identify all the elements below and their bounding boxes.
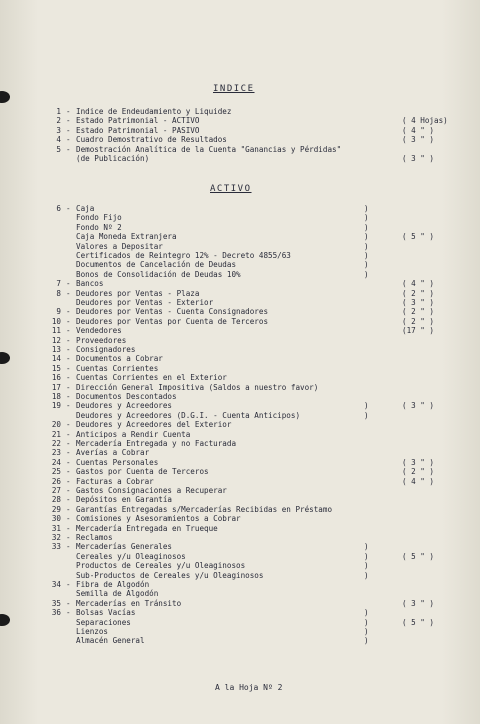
activo-row-text: Mercadería Entregada en Trueque	[76, 523, 218, 533]
activo-row-text: Fondo Nº 2	[76, 222, 122, 232]
activo-row	[0, 317, 480, 326]
activo-row-quantity: ( 2 " )	[402, 316, 435, 326]
activo-row-bracket: )	[364, 213, 369, 223]
activo-row-text: Semilla de Algodón	[76, 589, 159, 599]
activo-row-number: 7	[56, 279, 61, 289]
activo-row	[0, 458, 480, 467]
activo-row-number: 34	[51, 580, 61, 589]
indice-row	[0, 126, 480, 135]
activo-row	[0, 589, 480, 598]
activo-row-dash: -	[66, 598, 71, 608]
activo-row-quantity: ( 3 " )	[402, 598, 435, 608]
indice-row	[0, 145, 480, 154]
activo-row-text: Mercaderías en Tránsito	[76, 598, 182, 608]
activo-row-text: Depósitos en Garantía	[76, 495, 173, 505]
indice-row-dash: -	[66, 116, 71, 126]
activo-row-dash: -	[66, 542, 71, 552]
activo-row-bracket: )	[364, 551, 369, 561]
activo-row	[0, 495, 480, 504]
activo-row-dash: -	[66, 420, 71, 430]
activo-row-quantity: ( 2 " )	[402, 307, 435, 317]
indice-row-number: 1	[56, 107, 61, 116]
activo-row-dash: -	[66, 307, 71, 317]
activo-row-text: Bonos de Consolidación de Deudas 10%	[76, 269, 241, 279]
activo-row	[0, 542, 480, 551]
activo-row	[0, 627, 480, 636]
indice-row	[0, 107, 480, 116]
activo-row-dash: -	[66, 279, 71, 289]
activo-row-dash: -	[66, 448, 71, 458]
activo-row	[0, 289, 480, 298]
activo-row-number: 11	[51, 326, 61, 336]
activo-row-number: 15	[51, 363, 61, 373]
activo-row-text: Fibra de Algodón	[76, 580, 150, 589]
page-footer: A la Hoja Nº 2	[215, 683, 283, 692]
indice-row-text: Cuadro Demostrativo de Resultados	[76, 135, 227, 145]
activo-row-dash: -	[66, 504, 71, 514]
activo-row-quantity: ( 3 " )	[402, 401, 435, 411]
activo-row	[0, 430, 480, 439]
activo-row-dash: -	[66, 533, 71, 542]
activo-row-text: Deudores por Ventas por Cuenta de Terceros	[76, 316, 269, 326]
activo-row-quantity: ( 4 " )	[402, 279, 435, 289]
activo-row-bracket: )	[364, 251, 369, 260]
activo-row	[0, 608, 480, 617]
activo-row	[0, 270, 480, 279]
activo-row	[0, 514, 480, 523]
activo-row-number: 8	[56, 288, 61, 298]
activo-row-dash: -	[66, 204, 71, 213]
activo-row-text: Dirección General Impositiva (Saldos a nuestro favor)	[76, 382, 319, 392]
activo-row	[0, 242, 480, 251]
activo-row-number: 30	[51, 514, 61, 524]
activo-row-dash: -	[66, 345, 71, 354]
activo-row-number: 21	[51, 429, 61, 439]
activo-row-text: Cereales y/u Oleaginosos	[76, 551, 186, 561]
activo-row-text: Vendedores	[76, 326, 122, 336]
activo-row	[0, 448, 480, 457]
indice-row-quantity: ( 3 " )	[402, 135, 435, 145]
activo-row	[0, 223, 480, 232]
indice-row-quantity: ( 3 " )	[402, 154, 435, 163]
activo-row-text: Documentos Descontados	[76, 392, 177, 401]
activo-row-text: Averías a Cobrar	[76, 448, 150, 458]
activo-row-bracket: )	[364, 542, 369, 552]
activo-row-dash: -	[66, 335, 71, 345]
indice-row-dash: -	[66, 144, 71, 154]
activo-row-number: 36	[51, 608, 61, 618]
activo-row	[0, 552, 480, 561]
activo-row-text: Garantías Entregadas s/Mercaderías Recibidas en Préstamo	[76, 504, 333, 514]
activo-row	[0, 260, 480, 269]
indice-row-quantity: ( 4 " )	[402, 125, 435, 135]
activo-row-text: Caja	[76, 204, 95, 213]
activo-row-number: 31	[51, 523, 61, 533]
activo-row-number: 23	[51, 448, 61, 458]
activo-row-number: 25	[51, 467, 61, 477]
activo-row-text: Almacén General	[76, 636, 145, 646]
activo-row-dash: -	[66, 382, 71, 392]
activo-row-number: 33	[51, 542, 61, 552]
activo-row-bracket: )	[364, 241, 369, 251]
activo-row-text: Facturas a Cobrar	[76, 476, 154, 486]
activo-row-text: Deudores y Acreedores del Exterior	[76, 420, 232, 430]
activo-row-text: Gastos por Cuenta de Terceros	[76, 467, 209, 477]
activo-title: ACTIVO	[210, 184, 252, 194]
activo-row-quantity: ( 4 " )	[402, 476, 435, 486]
activo-row-quantity: ( 3 " )	[402, 298, 435, 307]
indice-row-dash: -	[66, 107, 71, 116]
activo-row-text: Proveedores	[76, 335, 127, 345]
activo-row-text: Productos de Cereales y/u Oleaginosos	[76, 561, 246, 571]
activo-row-text: Deudores y Acreedores	[76, 401, 173, 411]
activo-row-text: Documentos a Cobrar	[76, 354, 163, 364]
activo-row-dash: -	[66, 316, 71, 326]
activo-row	[0, 401, 480, 410]
activo-row-text: Anticipos a Rendir Cuenta	[76, 429, 191, 439]
activo-row	[0, 636, 480, 645]
activo-row	[0, 204, 480, 213]
activo-row-bracket: )	[364, 636, 369, 646]
activo-row	[0, 505, 480, 514]
activo-row-text: Valores a Depositar	[76, 241, 163, 251]
activo-row-dash: -	[66, 288, 71, 298]
indice-row-number: 2	[56, 116, 61, 126]
activo-row-text: Mercaderías Generales	[76, 542, 173, 552]
activo-row	[0, 383, 480, 392]
indice-row-dash: -	[66, 135, 71, 145]
activo-row-number: 35	[51, 598, 61, 608]
indice-row-text: Demostración Analítica de la Cuenta "Ganancias y Pérdidas"	[76, 144, 342, 154]
activo-row-dash: -	[66, 467, 71, 477]
activo-row-text: Deudores por Ventas - Exterior	[76, 298, 214, 307]
activo-row-bracket: )	[364, 204, 369, 213]
activo-row	[0, 279, 480, 288]
activo-row-quantity: ( 5 " )	[402, 617, 435, 627]
activo-row-number: 17	[51, 382, 61, 392]
activo-row-text: Cuentas Corrientes en el Exterior	[76, 373, 227, 383]
activo-row-text: Cuentas Personales	[76, 457, 159, 467]
activo-row	[0, 373, 480, 382]
activo-row-quantity: ( 2 " )	[402, 288, 435, 298]
activo-row-number: 12	[51, 335, 61, 345]
activo-row-number: 10	[51, 316, 61, 326]
activo-row-text: Deudores por Ventas - Cuenta Consignadores	[76, 307, 269, 317]
activo-row-bracket: )	[364, 627, 369, 636]
activo-row-number: 16	[51, 373, 61, 383]
activo-row-text: Gastos Consignaciones a Recuperar	[76, 486, 227, 495]
activo-row	[0, 571, 480, 580]
activo-row-number: 18	[51, 392, 61, 401]
activo-row	[0, 307, 480, 316]
indice-row-text: Estado Patrimonial - PASIVO	[76, 125, 200, 135]
activo-row-quantity: ( 5 " )	[402, 551, 435, 561]
activo-row-number: 19	[51, 401, 61, 411]
activo-row	[0, 618, 480, 627]
activo-row-dash: -	[66, 401, 71, 411]
indice-row-text: Estado Patrimonial - ACTIVO	[76, 116, 200, 126]
activo-row-dash: -	[66, 514, 71, 524]
activo-row-text: Caja Moneda Extranjera	[76, 232, 177, 242]
activo-row-text: Separaciones	[76, 617, 131, 627]
activo-row-dash: -	[66, 495, 71, 505]
activo-row	[0, 411, 480, 420]
activo-row	[0, 364, 480, 373]
activo-row-text: Deudores y Acreedores (D.G.I. - Cuenta Anticipos)	[76, 410, 301, 420]
activo-row	[0, 251, 480, 260]
activo-row-dash: -	[66, 326, 71, 336]
activo-row-bracket: )	[364, 260, 369, 270]
activo-row	[0, 345, 480, 354]
activo-row-bracket: )	[364, 222, 369, 232]
activo-row	[0, 439, 480, 448]
activo-row-number: 26	[51, 476, 61, 486]
activo-row-text: Bolsas Vacías	[76, 608, 136, 618]
activo-row-text: Deudores por Ventas - Plaza	[76, 288, 200, 298]
activo-row-text: Lienzos	[76, 627, 109, 636]
activo-row-dash: -	[66, 457, 71, 467]
activo-row	[0, 326, 480, 335]
indice-row-number: 4	[56, 135, 61, 145]
activo-row-text: Fondo Fijo	[76, 213, 122, 223]
activo-row-number: 6	[56, 204, 61, 213]
activo-row-number: 24	[51, 457, 61, 467]
activo-row-dash: -	[66, 354, 71, 364]
indice-row-number: 3	[56, 125, 61, 135]
indice-row	[0, 135, 480, 144]
activo-row-bracket: )	[364, 561, 369, 571]
activo-row	[0, 298, 480, 307]
activo-row-number: 22	[51, 439, 61, 448]
activo-row-quantity: ( 2 " )	[402, 467, 435, 477]
activo-row-number: 27	[51, 486, 61, 495]
activo-row-dash: -	[66, 608, 71, 618]
activo-row-dash: -	[66, 439, 71, 448]
activo-row	[0, 354, 480, 363]
activo-row	[0, 336, 480, 345]
activo-row-number: 13	[51, 345, 61, 354]
activo-row	[0, 524, 480, 533]
activo-row-text: Reclamos	[76, 533, 113, 542]
indice-row-quantity: ( 4 Hojas)	[402, 116, 448, 126]
activo-row	[0, 533, 480, 542]
activo-row-text: Certificados de Reintegro 12% - Decreto 4855/63	[76, 251, 291, 260]
activo-row-number: 14	[51, 354, 61, 364]
activo-row	[0, 392, 480, 401]
activo-row-number: 9	[56, 307, 61, 317]
activo-row-dash: -	[66, 429, 71, 439]
activo-row-text: Comisiones y Asesoramientos a Cobrar	[76, 514, 241, 524]
activo-row-text: Documentos de Cancelación de Deudas	[76, 260, 237, 270]
activo-row-quantity: ( 3 " )	[402, 457, 435, 467]
activo-row-bracket: )	[364, 232, 369, 242]
activo-row-bracket: )	[364, 617, 369, 627]
indice-title: INDICE	[213, 84, 255, 94]
activo-row-bracket: )	[364, 410, 369, 420]
activo-row	[0, 599, 480, 608]
activo-row-dash: -	[66, 523, 71, 533]
activo-row-text: Consignadores	[76, 345, 136, 354]
activo-row-quantity: (17 " )	[402, 326, 435, 336]
activo-row	[0, 477, 480, 486]
indice-row-text: (de Publicación)	[76, 154, 150, 163]
activo-row-text: Cuentas Corrientes	[76, 363, 159, 373]
activo-row-bracket: )	[364, 401, 369, 411]
activo-row-dash: -	[66, 392, 71, 401]
indice-row-number: 5	[56, 144, 61, 154]
activo-row-bracket: )	[364, 269, 369, 279]
activo-row-dash: -	[66, 363, 71, 373]
indice-row	[0, 154, 480, 163]
activo-row-quantity: ( 5 " )	[402, 232, 435, 242]
activo-row-text: Sub-Productos de Cereales y/u Oleaginosos	[76, 570, 264, 580]
activo-row	[0, 420, 480, 429]
binder-hole-top	[0, 91, 10, 103]
activo-row-number: 32	[51, 533, 61, 542]
activo-row	[0, 561, 480, 570]
activo-row	[0, 486, 480, 495]
activo-row-bracket: )	[364, 608, 369, 618]
activo-row-number: 28	[51, 495, 61, 505]
activo-row-dash: -	[66, 373, 71, 383]
activo-row	[0, 213, 480, 222]
indice-row-text: Indice de Endeudamiento y Liquidez	[76, 107, 232, 116]
activo-row	[0, 580, 480, 589]
activo-row-text: Mercadería Entregada y no Facturada	[76, 439, 237, 448]
activo-row-dash: -	[66, 486, 71, 495]
activo-row-dash: -	[66, 476, 71, 486]
activo-row	[0, 232, 480, 241]
indice-row-dash: -	[66, 125, 71, 135]
activo-row-dash: -	[66, 580, 71, 589]
activo-row-bracket: )	[364, 570, 369, 580]
indice-row	[0, 116, 480, 125]
activo-row-number: 20	[51, 420, 61, 430]
activo-row-number: 29	[51, 504, 61, 514]
activo-row-text: Bancos	[76, 279, 104, 289]
activo-row	[0, 467, 480, 476]
